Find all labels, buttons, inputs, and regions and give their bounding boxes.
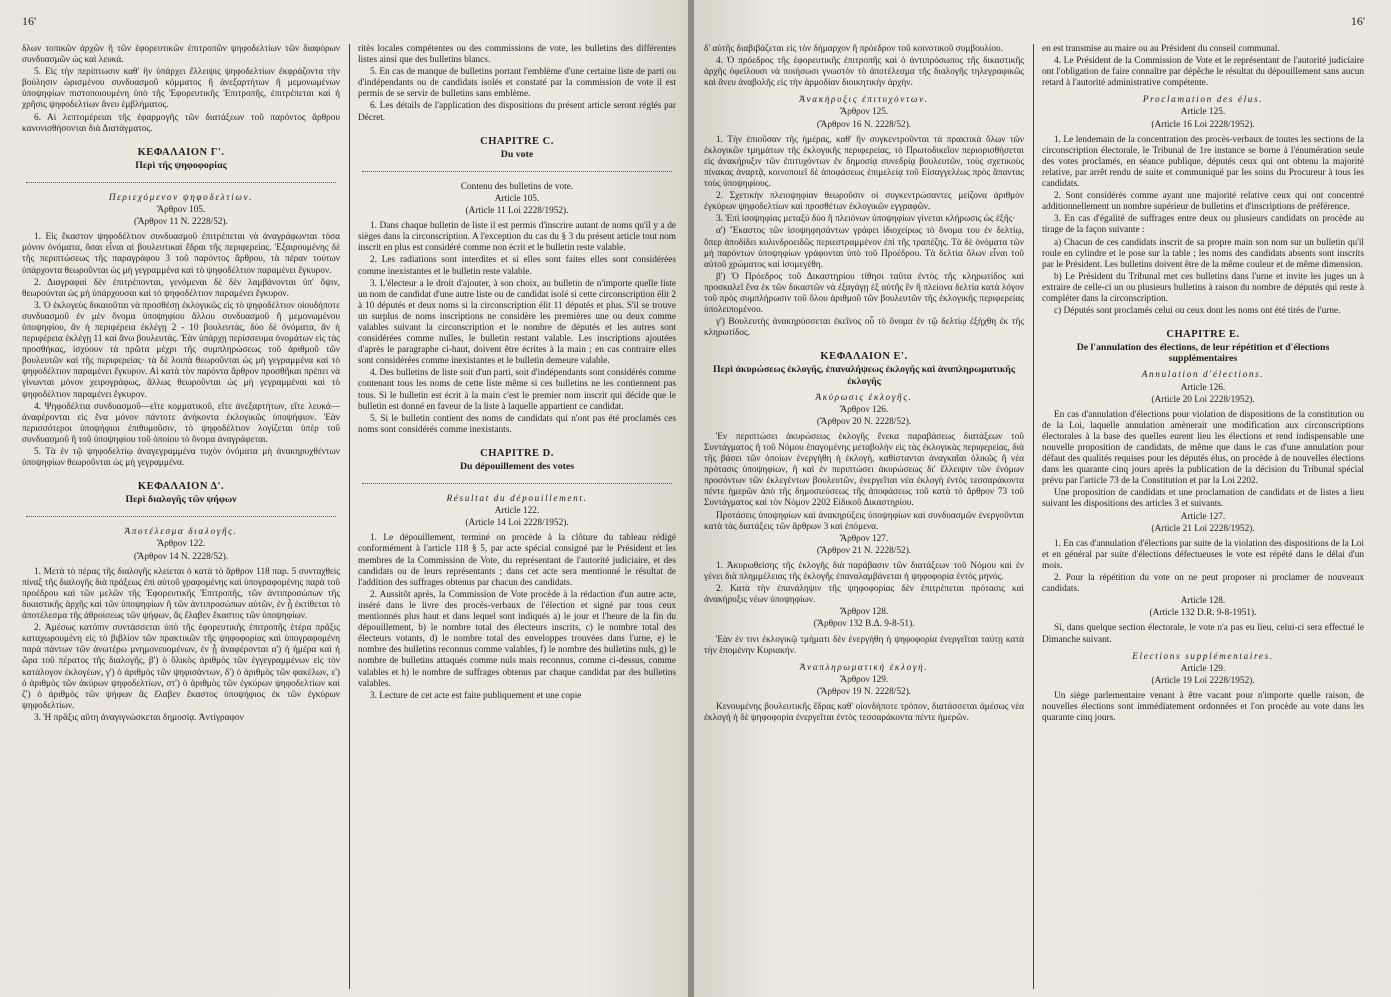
paragraph: Si, dans quelque section électorale, le vote n'a pas eu lieu, celui-ci sera effectué le Dimanche suivant.: [1042, 623, 1364, 645]
paragraph: 1. Le dépouillement, terminé on procède à la clôture du tableau rédigé conformément à l'article 118 § 5, par acte spécial consigné par le Président et les membres de la Commission de Vote, du représentant de l'autorité judiciaire, et des candidats ou de leurs représentants ; dans cet acte sera mentionné le résultat de l'addition des suffrages obtenus par chacun des candidats.: [358, 533, 676, 588]
section-heading: Proclamation des élus.: [1142, 95, 1264, 106]
dotted-divider: [26, 511, 336, 517]
paragraph: 3. Ὁ ἐκλογεὺς δικαιοῦται νὰ προσθέσῃ ἐκλογικῶς εἰς τὸ ψηφοδέλτιον οἱουδήποτε συνδυασμοῦ ἐν μὲν ὄνομα ὑποψηφίου ἄλλου συνδυασμοῦ ἢ μεμονωμένου ὑποψηφίου, ἂν ἡ περιφέρεια ἐκλέγῃ 2 - 10 βουλευτάς, δύο δὲ ὀνόματα, ἂν ἡ περιφέρεια ἐκλέγῃ 11 καὶ ἄνω βουλευτάς. Ἐὰν ὑπάρχῃ περίσσευμα ὀνομάτων εἰς τὰς προσθήκας, ἰσχύουν τὰ πρῶτα μέχρι τῆς συμπληρώσεως τοῦ ἀριθμοῦ τῶν βουλευτῶν καὶ τῆς περιφερείας· τὰ δὲ λοιπὰ θεωροῦνται ὡς μὴ γεγραμμένα καὶ τὸ ψηφοδέλτιον παραμένει ἔγκυρον. Αἱ κατὰ τὸν παρόντα ἄρθρον προσθῆκαι πρέπει νὰ γίνωνται μόνον χειρογράφως, ἄλλως θεωροῦνται ὡς μὴ γεγραμμέναι καὶ τὸ ψηφοδέλτιον παραμένει ἔγκυρον.: [22, 300, 340, 400]
chapter-heading: CHAPITRE D.: [480, 447, 554, 459]
article-reference: (Article 14 Loi 2228/1952).: [465, 518, 569, 529]
greek-column-left: [22, 44, 340, 991]
paragraph: 1. Μετὰ τὸ πέρας τῆς διαλογῆς κλείεται ὁ κατὰ τὸ ἄρθρον 118 παρ. 5 συνταχθεὶς πίναξ τῆς διαλογῆς διὰ πράξεως ἐπὶ αὐτοῦ γραφομένης καὶ ὑπογραφομένης παρὰ τοῦ προέδρου καὶ τῶν μελῶν τῆς Ἐφορευτικῆς Ἐπιτροπῆς, τῶν ἀντιπροσώπων τῆς δικαστικῆς ἀρχῆς καὶ τῶν ὑποψηφίων ἢ τῶν ἀντιπροσώπων αὐτῶν, ἐν ᾗ ἐκτίθεται τὸ ἀποτέλεσμα τῆς ἀθροίσεως τῶν ψήφων, ἃς ἔλαβεν ἕκαστος τῶν ὑποψηφίων.: [22, 566, 340, 622]
paragraph: γ') Βουλευτὴς ἀνακηρύσσεται ἐκεῖνος οὗ τὸ ὄνομα ἐν τῷ δελτίῳ ἐξήχθη ἐκ τῆς κληρωτίδος.: [704, 317, 1024, 339]
article-number: Article 129.: [1180, 663, 1226, 674]
left-page: [0, 0, 690, 997]
paragraph: 3. L'électeur a le droit d'ajouter, à son choix, au bulletin de n'importe quelle liste un nom de candidat d'une autre liste ou de candidat isolé si cette circonscription élit 2 à 10 députés et deux noms si la circonscription élit 11 députés et plus. S'il se trouve un surplus de noms inscriptions ne considère les premières une ou deux comme valables suivant la circonscription et le nombre de députés et les autres sont considérées comme nulles, le bulletin restant valable. Les inscriptions ajoutées d'après le paragraphe ci-haut, doivent être écrites à la main ; en cas contraire elles sont considérées comme inexistantes et le bulletin demeure valable.: [358, 278, 676, 367]
paragraph: 2. Pour la répétition du vote on ne peut proposer ni proclamer de nouveaux candidats.: [1042, 573, 1364, 595]
dotted-divider: [362, 478, 672, 484]
paragraph: en est transmise au maire ou au Président du conseil communal.: [1042, 44, 1280, 54]
article-reference: (Article 20 Loi 2228/1952).: [1151, 394, 1255, 405]
article-number: Ἄρθρον 125.: [839, 107, 889, 118]
french-column-right: [1042, 44, 1364, 991]
article-reference: (Ἄρθρον 20 Ν. 2228/52).: [816, 416, 912, 427]
article-number: Article 105.: [494, 193, 540, 204]
paragraph: 6. Αἱ λεπτομέρειαι τῆς ἐφαρμογῆς τῶν διατάξεων τοῦ παρόντος ἄρθρου κανονισθήσονται διὰ Διατάγματος.: [22, 112, 340, 134]
chapter-title: Περὶ ἀκυρώσεως ἐκλογῆς, ἐπαναλήψεως ἐκλογῆς καὶ ἀναπληρωματικῆς ἐκλογῆς: [713, 364, 1015, 387]
section-heading: Ἀνακήρυξις ἐπιτυχόντων.: [799, 95, 929, 106]
section-heading: Ἀναπληρωματικὴ ἐκλογή.: [799, 662, 929, 673]
article-number: Ἄρθρον 128.: [839, 607, 889, 618]
section-heading: Ἀκύρωσις ἐκλογῆς.: [815, 392, 913, 403]
right-page: [694, 0, 1391, 997]
column-rule: [1033, 44, 1034, 989]
paragraph: 6. Les détails de l'application des dispositions du présent article seront réglés par Décret.: [358, 101, 676, 123]
paragraph: 5. Si le bulletin contient des noms de candidats qui n'ont pas été proclamés ces noms sont considérés comme inexistants.: [358, 413, 676, 435]
article-number: Ἄρθρον 105.: [156, 205, 206, 216]
paragraph: 5. En cas de manque de bulletins portant l'emblème d'une certaine liste de parti ou d'indépendants ou de candidats isolés et constaté par la commission de vote il est permis de se servir de bulletins sans emblème.: [358, 67, 676, 100]
paragraph: 2. Κατὰ τὴν ἐπανάληψιν τῆς ψηφοφορίας δὲν ἐπιτρέπεται πρότασις καὶ ἀνακήρυξις νέων ὑποψηφίων.: [704, 584, 1024, 606]
chapter-title: Περὶ διαλογῆς τῶν ψήφων: [125, 494, 237, 506]
paragraph: 2. Sont considérés comme ayant une majorité relative ceux qui ont concentré additionnellement un nombre supérieur de bulletins et d'inscriptions de préférence.: [1042, 191, 1364, 213]
article-number: Article 125.: [1180, 107, 1226, 118]
article-reference: (Ἄρθρον 11 Ν. 2228/52).: [134, 217, 228, 228]
french-column-left: [358, 44, 676, 991]
article-number: Ἄρθρον 122.: [156, 539, 206, 550]
paragraph: Ἐν περιπτώσει ἀκυρώσεως ἐκλογῆς ἕνεκα παραβάσεως διατάξεων τοῦ Συντάγματος ἢ τοῦ Νόμου ἐπαγομένης μεταβολὴν εἰς τὰς ἐκλογικὰς περιφερείας, διὰ τῆς βάσει τῶν ὁποίων ἐνεργήθη ἡ ἐκλογή, καθίστανται ἀναγκαῖαι ὁλικῶς ἢ νέα πρότασις ὑποψηφίων, ἢ καὶ ἐν περιπτώσει ἀκυρώσεως δι' ἔλλειψιν τῶν ἐνόμων προσόντων τῶν ἐκλεγέντων βουλευτῶν, ἐνεργεῖται νέα ἐκλογὴ ἐντὸς τεσσαράκοντα πέντε ἡμερῶν ἀπὸ τῆς δημοσιεύσεως τῆς ἀποφάσεως τοῦ κατὰ τὸ ἄρθρον 73 τοῦ Συντάγματος καὶ τὸν Νόμον 2202 Εἰδικοῦ Δικαστηρίου.: [704, 431, 1024, 509]
paragraph: Ἐὰν ἐν τινι ἐκλογικῷ τμήματι δὲν ἐνεργήθη ἡ ψηφοφορία ἐνεργεῖται ταύτῃ κατὰ τὴν ἑπομένην Κυριακήν.: [704, 634, 1024, 656]
paragraph: 4. Des bulletins de liste soit d'un parti, soit d'indépendants sont considérés comme contenant tous les noms de cette liste même si ces bulletins ne les contiennent pas tous. Si le bulletin est écrit à la main c'est le premier nom inscrit qui décide que le bulletin est donné en faveur de la liste à laquelle appartient ce candidat.: [358, 368, 676, 412]
chapter-title: De l'annulation des élections, de leur répétition et d'élections supplémentaires: [1076, 342, 1330, 365]
paragraph: 4. Ὁ πρόεδρος τῆς ἐφορευτικῆς ἐπιτροπῆς καὶ ὁ ἀντιπρόσωπος τῆς δικαστικῆς ἀρχῆς ὀφείλουσι νὰ ποιήσωσι γνωστὸν τὸ ἀποτέλεσμα τῆς διαλογῆς τηλεγραφικῶς καὶ ἄνευ ἀναβολῆς εἰς τὴν ἁρμοδίαν διοικητικὴν ἀρχήν.: [704, 56, 1024, 89]
chapter-title: Περὶ τῆς ψηφοφορίας: [135, 159, 227, 171]
page-number-right: 16': [1350, 14, 1365, 28]
article-reference: (Ἄρθρον 14 Ν. 2228/52).: [133, 551, 229, 562]
paragraph: 3. Ἡ πρᾶξις αὕτη ἀναγιγνώσκεται δημοσίᾳ. Ἀντίγραφον: [34, 712, 244, 723]
paragraph: ritès locales compétentes ou des commissions de vote, les bulletins des différentes listes ainsi que des bulletins blancs.: [358, 44, 676, 66]
article-reference: (Ἄρθρον 21 Ν. 2228/52).: [816, 545, 912, 556]
section-heading: Ἀποτέλεσμα διαλογῆς.: [124, 527, 238, 538]
section-heading: Elections supplémentaires.: [1132, 651, 1274, 662]
dotted-divider: [26, 177, 336, 183]
paragraph: 5. Εἰς τὴν περίπτωσιν καθ' ἣν ὑπάρχει ἔλλειψις ψηφοδελτίων ἐκφράζοντα τὴν βούλησιν ὡρισμένου συνδυασμοῦ κόμματος ἢ ἀνεξαρτήτων ἢ μεμονωμένων ὑποψηφίων πιστοποιουμένη ὑπὸ τῆς Ἐφορευτικῆς Ἐπιτροπῆς, ἐπιτρέπεται καὶ ἡ χρῆσις ψηφοδελτίων ἄνευ ἐμβλήματος.: [22, 67, 340, 111]
article-reference: (Article 19 Loi 2228/1952).: [1151, 675, 1255, 686]
article-number: Article 128.: [1180, 596, 1226, 607]
article-reference: (Article 21 Loi 2228/1952).: [1151, 523, 1255, 534]
paragraph: Un siège parlementaire venant à être vacant pour n'importe quelle raison, de nouvelles élections sont immédiatement ordonnées et l'on procède au vote dans les quarante cinq jours.: [1042, 690, 1364, 724]
paragraph: Une proposition de candidats et une proclamation de candidats et de listes a lieu suivant les dispositions des articles 3 et suivants.: [1042, 488, 1364, 510]
article-reference: (Article 132 D.R. 9-8-1951).: [1149, 608, 1257, 619]
paragraph: 2. Les radiations sont interdites et si elles sont faites elles sont considérées comme inexistantes et le bulletin reste valable.: [358, 255, 676, 277]
chapter-heading: ΚΕΦΑΛΑΙΟΝ Δ'.: [137, 481, 225, 493]
article-reference: (Ἄρθρον 132 Β.Δ. 9-8-51).: [813, 619, 915, 630]
paragraph: 2. Aussitôt après, la Commission de Vote procède à la rédaction d'un autre acte, inséré dans le livre des procès-verbaux de l'élection et signé par tous ceux mentionnés plus haut et dans lequel sont indiqués a) le jour et l'heure de la fin du dépouillement, b) le nombre total des électeurs inscrits, c) le nombre total des électeurs votants, d) le nombre total des enveloppes trouvées dans l'urne, e) le nombre des bulletins reconnus comme valables, f) le nombre des bulletins nuls, g) le nombre de bulletins attaqués comme nuls mais reconnus, comme ci-dessus, comme valables et h) le nombre de suffrages obtenus par chaque candidat par des bulletins valables.: [358, 589, 676, 689]
section-heading: Contenu des bulletins de vote.: [460, 181, 574, 192]
article-reference: (Article 16 Loi 2228/1952).: [1151, 119, 1255, 130]
paragraph: 1. Le lendemain de la concentration des procès-verbaux de toutes les sections de la circonscription électorale, le Tribunal de 1re instance se borne à l'énumération seule des votes proclamés, en séance publique, députés ceux qui ont obtenu la majorité relative, par arrêt rendu de suite et communiqué par les soins du Procureur à tous les candidats.: [1042, 134, 1364, 190]
article-reference: (Ἄρθρον 19 Ν. 2228/52).: [816, 686, 912, 697]
chapter-heading: CHAPITRE E.: [1166, 329, 1240, 341]
paragraph: β') Ὁ Πρόεδρος τοῦ Δικαστηρίου τίθησι ταῦτα ἐντὸς τῆς κληρωτίδος καὶ προσκαλεῖ ἕνα ἐκ τῶν δικαστῶν νὰ ἐξαγάγῃ ἐξ αὐτῆς ἓν ἢ πλείονα δελτία κατὰ λόγον τοῦ πρὸς συμπλήρωσιν τοῦ ὅλου ἀριθμοῦ τῶν βουλευτῶν τῆς ἐκλογικῆς περιφερείας ὑπολειπομένου.: [704, 271, 1024, 316]
paragraph: a) Chacun de ces candidats inscrit de sa propre main son nom sur un bulletin qu'il roule en cylindre et le pose sur la table ; les noms des candidats absents sont inscrits par le Président. Les bulletins doivent être de la même couleur et de même dimension.: [1042, 237, 1364, 270]
paragraph: 3. Ἐπὶ ἰσοψηφίας μεταξὺ δύο ἢ πλειόνων ὑποψηφίων γίνεται κλήρωσις ὡς ἑξῆς·: [716, 214, 1016, 225]
paragraph: 1. Εἰς ἕκαστον ψηφοδέλτιον συνδυασμοῦ ἐπιτρέπεται νὰ ἀναγράφωνται τόσα μόνον ὀνόματα, ὅσαι εἶναι αἱ βουλευτικαὶ ἕδραι τῆς περιφερείας. Ἐξαιρουμένης δὲ τῆς περιπτώσεως τῆς παραγράφου 3 τοῦ παρόντος ἄρθρου, τὰ πέραν τούτων ὑπάρχοντα θεωροῦνται ὡς μὴ γεγραμμένα καὶ τὸ ψηφοδέλτιον παραμένει ἔγκυρον.: [22, 232, 340, 276]
article-reference: (Article 11 Loi 2228/1952).: [465, 206, 569, 217]
paragraph: Προτάσεις ὑποψηφίων καὶ ἀνακηρύξεις ὑποψηφίων καὶ συνδυασμῶν ἐνεργοῦνται κατὰ τὰς διατάξεις τῶν ἄρθρων 3 καὶ ἐπόμενα.: [704, 510, 1024, 532]
section-heading: Περιεχόμενον ψηφοδελτίων.: [108, 192, 254, 203]
article-number: Article 127.: [1180, 511, 1226, 522]
paragraph: 2. Σχετικὴν πλειοψηφίαν θεωροῦσιν οἱ συγκεντρώσαντες μείζονα ἀριθμὸν ἐγκύρων ψηφοδελτίων καὶ προσθέτων ἐκλογικῶν εγγραφῶν.: [704, 191, 1024, 213]
paragraph: 2. Διαγραφαὶ δὲν ἐπιτρέπονται, γενόμεναι δὲ δὲν λαμβάνονται ὑπ' ὄψιν, θεωρούνται ὡς μὴ ὑπάρχουσαι καὶ τὸ ψηφοδέλτιον παραμένει ἔγκυρον.: [22, 277, 340, 299]
paragraph: δ' αὐτῆς διαβιβάζεται εἰς τὸν δήμαρχον ἢ πρόεδρον τοῦ κοινοτικοῦ συμβουλίου.: [704, 44, 1003, 54]
greek-column-right: [704, 44, 1024, 991]
paragraph: 4. Le Président de la Commission de Vote et le représentant de l'autorité judiciaire ont l'obligation de faire connaître par dépêche le résultat du dépouillement sans aucun retard à l'autorité administrative compétente.: [1042, 56, 1364, 89]
chapter-heading: ΚΕΦΑΛΑΙΟΝ Γ'.: [137, 146, 225, 158]
chapter-heading: CHAPITRE C.: [480, 135, 554, 147]
paragraph: 1. Dans chaque bulletin de liste il est permis d'inscrire autant de noms qu'il y a de sièges dans la circonscription. A l'exception du cas du § 3 du présent article tout nom inscrit en plus est considéré comme non écrit et le bulletin reste valable.: [358, 221, 676, 254]
paragraph: 2. Ἀμέσως κατόπιν συντάσσεται ὑπὸ τῆς ἐφορευτικῆς ἐπιτροπῆς ἑτέρα πρᾶξις καταχωρουμένη εἰς τὸ βιβλίον τῶν πρακτικῶν τῆς ψηφοφορίας καὶ ὑπογραφομένη παρὰ πάντων τῶν ἀνωτέρω μνημονευομένων, ἐν ᾗ ἀναφέρονται α') ἡ ἡμέρα καὶ ἡ ὥρα τοῦ πέρατος τῆς διαλογῆς, β') ὁ ὅλικὸς ἀριθμὸς τῶν ἐγγεγραμμένων εἰς τὸν κατάλογον ἐκλογέων, γ') ὁ ἀριθμὸς τῶν ψηφισάντων, δ') ὁ ἀριθμὸς τῶν φακέλων, ε') ὁ ἀριθμὸς τῶν ἀκύρων ψηφοδελτίων, στ') ὁ ἀριθμὸς τῶν ἐγκύρων ψηφοδελτίων καὶ ζ') ὁ ἀριθμὸς τῶν ψήφων ἃς ἔλαβεν ἕκαστος ὑποψήφιος ἐκ τῶν ἐγκύρων ψηφοδελτίων.: [22, 623, 340, 711]
chapter-title: Du vote: [500, 148, 534, 160]
article-number: Ἄρθρον 126.: [839, 404, 889, 415]
paragraph: α') Ἕκαστος τῶν ἰσοψηφησάντων γράφει ἰδιοχείρως τὸ ὄνομα του ἐν δελτίῳ, ὅπερ ἀποδίδει κυλινδροειδῶς περιεστραμμένον ἐπὶ τῆς τραπέζης. Τὰ δὲ ὀνόματα τῶν μὴ παρόντων ὑποψηφίων γράφονται ὑπὸ τοῦ Προέδρου. Τὰ δελτία ὅλων εἶναι τοῦ αὐτοῦ χρώματος καὶ ἰσομεγέθη.: [704, 226, 1024, 270]
column-rule: [349, 44, 350, 989]
paragraph: 1. Τὴν ἐπιοῦσαν τῆς ἡμέρας, καθ' ἣν συγκεντροῦνται τὰ πρακτικὰ ὅλων τῶν ἐκλογικῶν τμημάτων τῆς ἐκλογικῆς περιφερείας, τὸ Πρωτοδικεῖον περιορισθήσεται εἰς ἀνακήρυξιν τῶν ἐπιτυχόντων ἐν δημοσίᾳ συνεδρίᾳ βουλευτῶν, τοὺς σχετικοὺς πίνακας ἀναρτᾷ, κοινοποιεῖ δὲ ἀποφάσεως ἐπιμελείᾳ τοῦ Εἰσαγγελέως πρὸς ἅπαντας τοὺς ὑποψηφίους.: [704, 134, 1024, 190]
dotted-divider: [362, 166, 672, 172]
article-number: Ἄρθρον 127.: [839, 533, 889, 544]
paragraph: 5. Τὰ ἐν τῷ ψηφοδελτίῳ ἀναγεγραμμένα τυχὸν ὀνόματα μὴ ἀνακηρυχθέντων ὑποψηφίων θεωροῦνται ὡς μὴ γεγραμμένα.: [22, 447, 340, 469]
paragraph: Κενουμένης βουλευτικῆς ἕδρας καθ' οἱονδήποτε τρόπον, διατάσσεται ἀμέσως νέα ἐκλογὴ ἡ δὲ ψηφοφορία ἐνεργεῖται ἐντὸς τεσσαράκοντα πέντε ἡμερῶν.: [704, 701, 1024, 724]
article-number: Article 122.: [494, 506, 540, 517]
paragraph: 3. Lecture de cet acte est faite publiquement et une copie: [370, 690, 582, 701]
paragraph: 1. En cas d'annulation d'élections par suite de la violation des dispositions de la Loi et en général par suite d'élections défectueuses le vote est répété dans le délai d'un mois.: [1042, 538, 1364, 571]
paragraph: δλων τοπικῶν ἀρχῶν ἢ τῶν ἐφορευτικῶν ἐπιτροπῶν ψηφοδελτίων τῶν διαφόρων συνδυασμῶν ὡς καὶ λευκά.: [22, 44, 340, 66]
section-heading: Résultat du dépouillement.: [446, 494, 588, 505]
chapter-title: Du dépouillement des votes: [459, 461, 575, 472]
article-reference: (Ἄρθρον 16 Ν. 2228/52).: [816, 119, 912, 130]
article-number: Article 126.: [1180, 382, 1226, 393]
section-heading: Annulation d'élections.: [1141, 370, 1265, 381]
paragraph: c) Députés sont proclamés celui ou ceux dont les noms ont été tirés de l'urne.: [1054, 306, 1341, 317]
paragraph: En cas d'annulation d'élections pour violation de dispositions de la constitution ou de la Loi, laquelle annulation amènerait une modification aux circonscriptions électorales à la base des quelles eurent lieu les élections et rend indispensable une nouvelle proposition de candidats, de même que dans le cas d'une annulation pour défaut des qualités requises pour les députés élus, on procède à de nouvelles élections dans les quarante cinq jours après la publication de la décision du Tribunal spécial prévu par l'article 73 de la Constitution et par la Loi 2202.: [1042, 409, 1364, 487]
page-number-left: 16': [22, 14, 37, 28]
paragraph: 1. Ἀκυρωθείσης τῆς ἐκλογῆς διὰ παράβασιν τῶν διατάξεων τοῦ Νόμου καὶ ἐν γένει διὰ πλημμέλειας τῆς ἐκλογῆς ἐπαναλαμβάνεται ἡ ψηφοφορία ἐντὸς μηνός.: [704, 560, 1024, 583]
article-number: Ἄρθρον 129.: [839, 674, 889, 685]
paragraph: 4. Ψηφοδέλτια συνδυασμοῦ—εἴτε κομματικοῦ, εἴτε ἀνεξαρτήτων, εἴτε λευκά—ἀναφέρονται εἰς ἕνα μόνον πάντοτε ἀνήκοντα ἐκλογικῶς ὑποψήφιον. Ἐὰν περισσότεροι ὑποψήφιοι ἐπιθυμοῦσιν, τὸ ψηφοδέλτιον λογίζεται ὑπὲρ τοῦ συνδυασμοῦ ἢ τοῦ ὑποψηφίου τοῦ ὁποίου τὸ ὄνομα ἀναγράφεται.: [22, 401, 340, 445]
chapter-heading: ΚΕΦΑΛΑΙΟΝ Ε'.: [820, 351, 908, 363]
paragraph: 3. En cas d'égalité de suffrages entre deux ou plusieurs candidats on procède au tirage de la façon suivante :: [1042, 214, 1364, 236]
paragraph: b) Le Président du Tribunal met ces bulletins dans l'urne et invite les juges un à extraire de celle-ci un ou plusieurs bulletins à raison du nombre de députés qui reste à compléter dans la circonscription.: [1042, 271, 1364, 304]
